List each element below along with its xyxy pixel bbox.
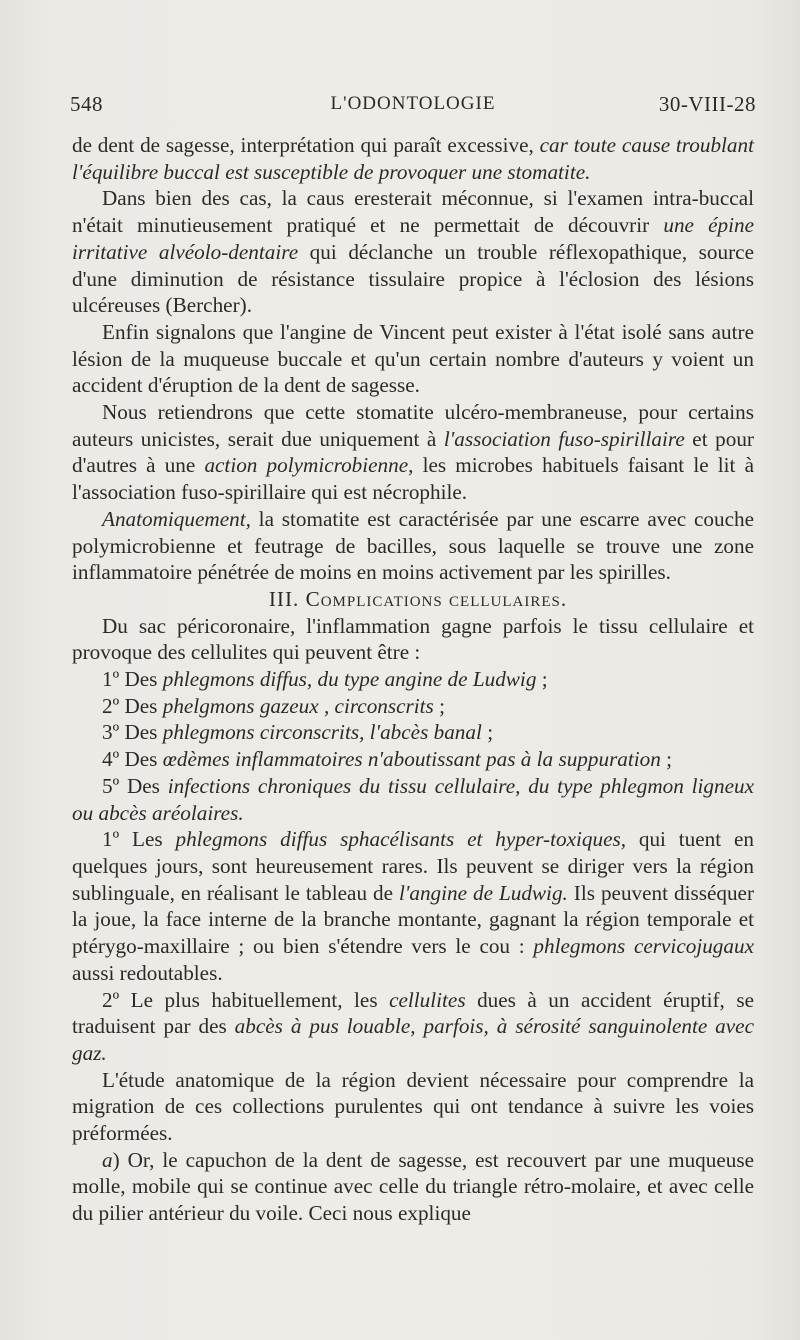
paragraph: Du sac péricoronaire, l'inflammation gagne parfois le tissu cellulaire et provoque des cellulites qui peuvent être : [72,613,754,665]
running-header [70,92,756,122]
section-heading: III. Complications cellulaires. [268,586,568,611]
paragraph: Anatomiquement, la stomatite est caractérisée par une escarre avec couche polymicrobienne et feutrage de bacilles, sous laquelle se trouve une zone inflammatoire pénétrée de moins en moins activement par les spirilles. [72,506,754,585]
paragraph: L'étude anatomique de la région devient nécessaire pour comprendre la migration de ces collections purulentes qui ont tendance à suivre les voies préformées. [72,1067,754,1146]
paragraph: de dent de sagesse, interprétation qui paraît excessive, car toute cause troublant l'équilibre buccal est susceptible de provoquer une stomatite. [72,133,754,184]
paragraph: 2º Le plus habituellement, les cellulites dues à un accident éruptif, se traduisent par des abcès à pus louable, parfois, à sérosité sanguinolente avec gaz. [72,987,754,1065]
paragraph: Nous retiendrons que cette stomatite ulcéro-membraneuse, pour certains auteurs unicistes, serait due uniquement à l'association fuso-spirillaire et pour d'autres à une action polymicrobienne, les microbes habituels faisant le lit à l'association fuso-spirillaire qui est nécrophile. [72,400,754,505]
body-text [72,132,754,1227]
page-number: 548 [70,92,103,116]
list-item: 3º Des phlegmons circonscrits, l'abcès banal ; [102,720,494,745]
paragraph: a) Or, le capuchon de la dent de sagesse, est recouvert par une muqueuse molle, mobile qui se continue avec celle du triangle rétro-molaire, et avec celle du pilier antérieur du voile. Ceci nous explique [72,1147,754,1226]
issue-date: 30-VIII-28 [658,92,756,116]
list-item: 1º Des phlegmons diffus, du type angine de Ludwig ; [102,667,548,692]
paragraph: Dans bien des cas, la caus eresterait méconnue, si l'examen intra-buccal n'était minutieusement pratiqué et ne permettait de découvrir une épine irritative alvéolo-dentaire qui déclanche un trouble réflexopathique, source d'une diminution de résistance tissulaire propice à l'éclosion des lésions ulcéreuses (Bercher). [72,186,754,318]
paragraph: 1º Les phlegmons diffus sphacélisants et hyper-toxiques, qui tuent en quelques jours, sont heureusement rares. Ils peuvent se diriger vers la région sublinguale, en réalisant le tableau de l'angine de Ludwig. Ils peuvent disséquer la joue, la face interne de la branche montante, gagnant la région temporale et ptérygo-maxillaire ; ou bien s'étendre vers le cou : phlegmons cervicojugaux aussi redoutables. [72,827,755,985]
paragraph: Enfin signalons que l'angine de Vincent peut exister à l'état isolé sans autre lésion de la muqueuse buccale et qu'un certain nombre d'auteurs y voient un accident d'éruption de la dent de sagesse. [72,319,754,398]
list-item: 4º Des œdèmes inflammatoires n'aboutissant pas à la suppuration ; [102,747,673,772]
journal-title: L'ODONTOLOGIE [330,93,496,114]
list-item: 2º Des phelgmons gazeux , circonscrits ; [102,693,445,718]
list-item: 5º Des infections chroniques du tissu cellulaire, du type phlegmon ligneux ou abcès aréolaires. [72,773,754,825]
